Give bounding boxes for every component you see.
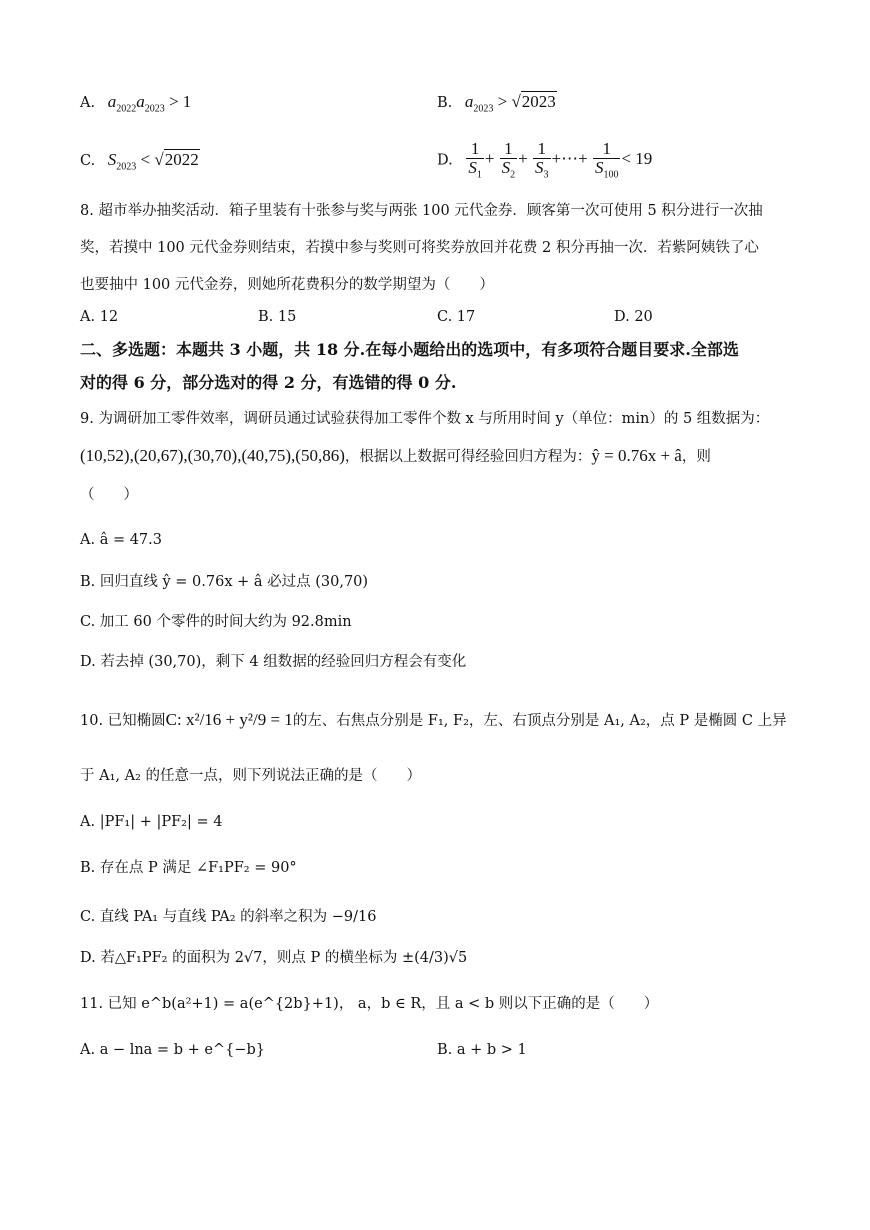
q7-option-d: D. $\frac{1}{S_1}$ + $\frac{1}{S_2}$ + $\frac{1}{S_3}$ +⋯+ $\frac{1}{S_{100}}$ < 19 (437, 139, 653, 181)
q10-option-a: A. |PF₁| + |PF₂| = 4 (80, 814, 223, 830)
q8-option-c: C. 17 (437, 309, 476, 325)
q10-option-c: C. 直线 PA₁ 与直线 PA₂ 的斜率之积为 −9/16 (80, 909, 377, 925)
section-heading-line-1: 二、多选题：本题共 3 小题，共 18 分.在每小题给出的选项中，有多项符合题目要求.全部选 (80, 340, 739, 359)
q11-option-a: A. a − lna = b + e^{−b} (80, 1042, 265, 1058)
q9-equation: ŷ = 0.76x + â (591, 446, 682, 465)
q8-line-2: 奖，若摸中 100 元代金券则结束，若摸中参与奖则可将奖券放回并花费 2 积分再抽一次．若紫阿姨铁了心 (80, 240, 759, 256)
q10-ellipse-equation: C: x²/16 + y²/9 = 1 (165, 710, 293, 729)
q10-option-b: B. 存在点 P 满足 ∠F₁PF₂ = 90° (80, 860, 297, 876)
q8-option-a: A. 12 (80, 309, 119, 325)
q8-option-d: D. 20 (614, 309, 653, 325)
q9-option-d: D. 若去掉 (30,70)，剩下 4 组数据的经验回归方程会有变化 (80, 654, 467, 670)
q8-line-1: 8. 超市举办抽奖活动．箱子里装有十张参与奖与两张 100 元代金券．顾客第一次可使用 5 积分进行一次抽 (80, 203, 763, 219)
section-heading-line-2: 对的得 6 分，部分选对的得 2 分，有选错的得 0 分. (80, 373, 457, 392)
q9-option-a: A. â = 47.3 (80, 532, 162, 548)
q9-line-2: (10,52),(20,67),(30,70),(40,75),(50,86)，根据以上数据可得经验回归方程为：ŷ = 0.76x + â，则 (80, 446, 711, 465)
q10-line-2: 于 A₁, A₂ 的任意一点，则下列说法正确的是（ ） (80, 768, 422, 784)
q10-line-1: 10. 已知椭圆C: x²/16 + y²/9 = 1的左、右焦点分别是 F₁, F₂，左、右顶点分别是 A₁, A₂，点 P 是椭圆 C 上异 (80, 710, 787, 729)
q11-option-b: B. a + b > 1 (437, 1042, 527, 1058)
q8-line-3: 也要抽中 100 元代金券，则她所花费积分的数学期望为（ ） (80, 277, 494, 293)
q9-option-b: B. 回归直线 ŷ = 0.76x + â 必过点 (30,70) (80, 574, 369, 590)
q8-option-b: B. 15 (258, 309, 297, 325)
q9-data-points: (10,52),(20,67),(30,70),(40,75),(50,86) (80, 446, 345, 465)
q7-option-a: A. $a_{2022}a_{2023} > 1$ (80, 92, 192, 115)
q9-option-c: C. 加工 60 个零件的时间大约为 92.8min (80, 614, 352, 630)
q11-line-1: 11. 已知 e^b(a²+1) = a(e^{2b}+1)， a，b ∈ R，且 a < b 则以下正确的是（ ） (80, 996, 659, 1012)
q10-option-d: D. 若△F₁PF₂ 的面积为 2√7，则点 P 的横坐标为 ±(4/3)√5 (80, 950, 468, 966)
q9-answer-paren: （ ） (80, 487, 138, 503)
q9-line-1: 9. 为调研加工零件效率，调研员通过试验获得加工零件个数 x 与所用时间 y（单位：min）的 5 组数据为： (80, 411, 770, 427)
q7-option-b: B. $a_{2023} > √2023$ (437, 92, 556, 115)
q7-option-c: C. $S_{2023} < √2022$ (80, 150, 199, 173)
